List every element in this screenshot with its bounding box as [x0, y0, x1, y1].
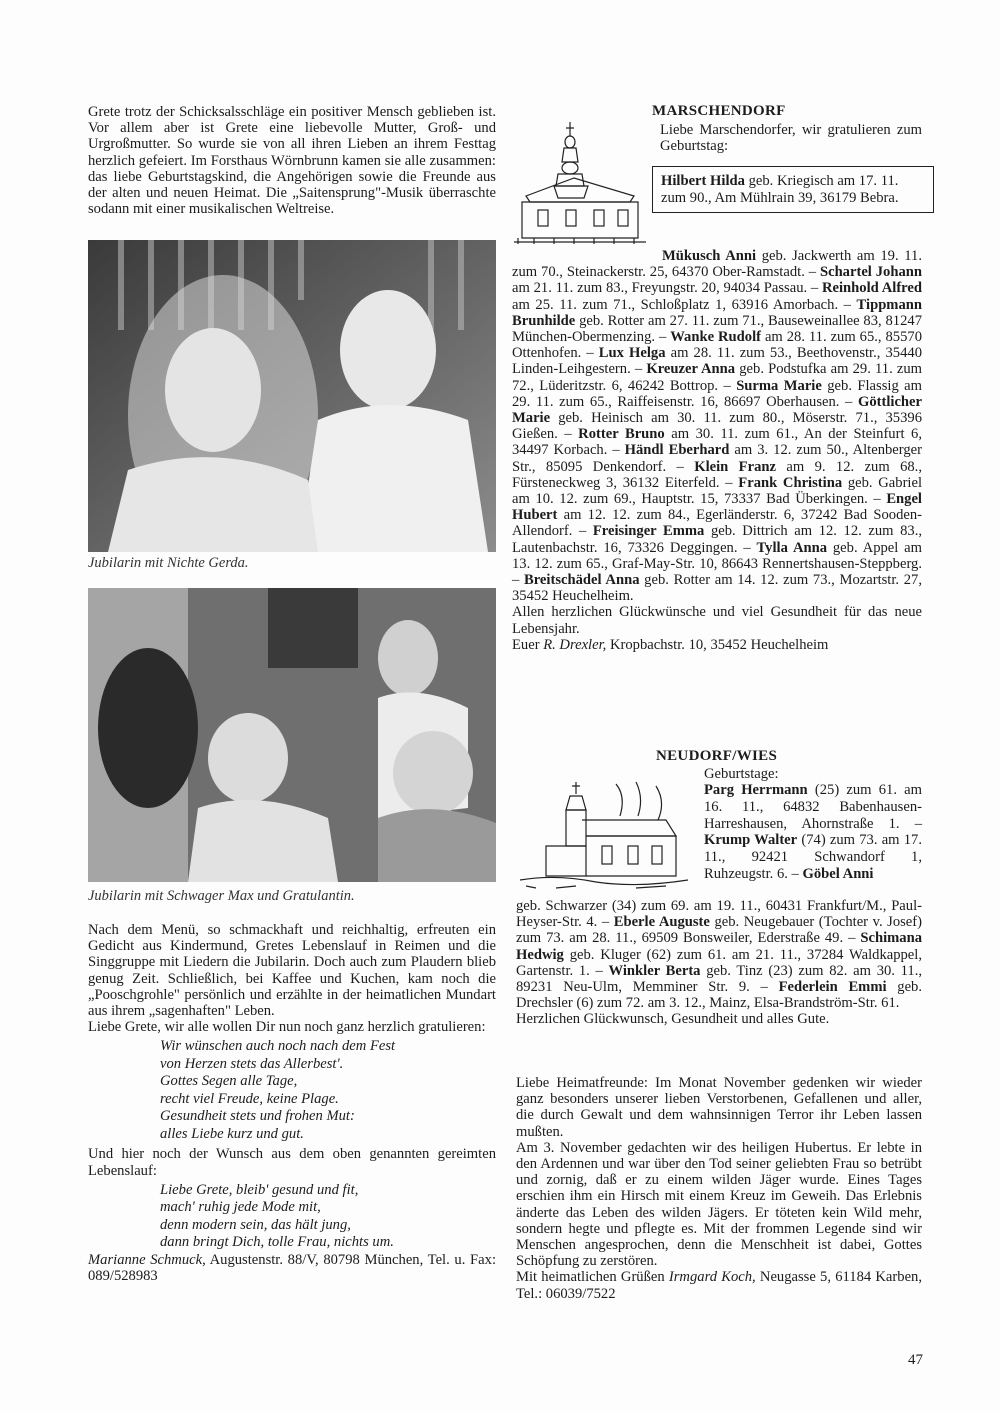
entry-detail: geb. Schwarzer (34) zum 69. am 19. 11., 60431 Frankfurt/M., Paul-Heyser-Str. 4. –: [516, 898, 922, 931]
entry-name: Lux Helga: [598, 345, 666, 362]
entry-name: Federlein Emmi: [778, 979, 887, 996]
entry-detail: (25) zum 61. am 16. 11., 64832 Babenhausen-Harreshausen, Ahornstraße 1. –: [704, 782, 923, 832]
entry-detail: am 3. 12. zum 50., Altenberger Str., 85095 Denkendorf. –: [512, 442, 923, 475]
entry-detail: am 28. 11. zum 53., Beethovenstr., 35440 Linden-Leihgestern. –: [512, 345, 922, 378]
entry-name: Breitschädel Anna: [523, 572, 640, 589]
entry-detail: am 25. 11. zum 71., Schloßplatz 1, 63916 Amorbach. –: [512, 296, 857, 313]
church-marschendorf-icon: [514, 118, 646, 246]
entry-detail: geb. Gabriel am 10. 12. zum 69., Hauptstr. 15, 73337 Bad Überkingen. –: [512, 474, 923, 508]
poem-2: [160, 1182, 496, 1252]
wish-paragraph: Und hier noch der Wunsch aus dem oben genannten gereimten Lebenslauf:: [88, 1146, 496, 1179]
marschendorf-closing: Allen herzlichen Glückwünsche und viel Gesundheit für das neue Lebensjahr.: [512, 604, 922, 637]
author-signature: [88, 1252, 496, 1284]
entry-detail: geb. Drechsler (6) zum 72. am 3. 12., Mainz, Elsa-Brandström-Str. 61.: [516, 979, 923, 1012]
entry-detail: am 30. 11. zum 61., An der Steinfurt 6, 34497 Korbach. –: [512, 426, 922, 459]
entry-name: Krump Walter: [704, 832, 798, 849]
neudorf-entries-top: [704, 782, 922, 883]
marschendorf-signature: [512, 637, 922, 653]
entry-name: Göttlicher Marie: [512, 393, 922, 427]
neudorf-closing: Herzlichen Glückwunsch, Gesundheit und alles Gute.: [516, 1011, 830, 1028]
entry-detail: geb. Appel am 13. 12. zum 65., Graf-May-Str. 10, 86643 Rennertshausen-Steppberg. –: [512, 539, 923, 589]
photo-jubilarin-nichte-image: [88, 240, 496, 552]
neudorf-title: NEUDORF/WIES: [656, 748, 778, 764]
sign-address: Kropbachstr. 10, 35452 Heuchelheim: [606, 636, 829, 653]
poem-line: alles Liebe kurz und gut.: [160, 1125, 304, 1142]
poem-line: Gottes Segen alle Tage,: [160, 1073, 298, 1090]
photo-jubilarin-nichte: [88, 240, 496, 552]
entry-name: Schimana Hedwig: [516, 930, 922, 963]
neudorf-list-continued: [516, 898, 922, 1028]
entry-name: Kreuzer Anna: [646, 361, 736, 378]
body-paragraph: Nach dem Menü, so schmackhaft und reichhaltig, erfreuten ein Gedicht aus Kindermund, Gretes Lebenslauf in Reimen und die Singgruppe mit Liedern die Jubilarin. Doch auch zum Plaudern blieb genug Zeit. Schließlich, bei Kaffee und Kuchen, kam noch die „Pooschgrohle" persönlich und erzählte in der heimatlichen Mundart aus ihrem „sagenhaften" Leben.: [88, 922, 496, 1020]
entry-detail: geb. Dittrich am 12. 12. zum 83., Lautenbachstr. 16, 73326 Deggingen. –: [512, 523, 922, 556]
entry-detail: geb. Heinisch am 30. 11. zum 80., Möserstr. 71., 35396 Gießen. –: [512, 410, 922, 443]
entry-name: Tylla Anna: [756, 539, 828, 556]
highlight-detail: geb. Kriegisch am 17. 11. zum 90., Am Mühlrain 39, 36179 Bebra.: [661, 173, 899, 206]
poem-line: denn modern sein, das hält jung,: [160, 1216, 351, 1233]
entry-detail: geb. Rotter am 14. 12. zum 73., Mozartstr. 27, 35452 Heuchelheim.: [512, 572, 922, 605]
entry-name: Tippmann Brunhilde: [512, 296, 922, 329]
entry-name: Klein Franz: [694, 458, 776, 475]
neudorf-entries: [516, 898, 922, 1011]
poem-line: Gesundheit stets und frohen Mut:: [160, 1108, 355, 1125]
author-address: Augustenstr. 88/V, 80798 München, Tel. u. Fax: 089/528983: [88, 1251, 496, 1285]
entry-name: Händl Eberhard: [624, 442, 730, 459]
neudorf-intro: Geburtstage:: [704, 766, 779, 782]
entry-name: Winkler Berta: [608, 962, 701, 979]
entry-name: Engel Hubert: [512, 491, 922, 524]
marschendorf-title: MARSCHENDORF: [652, 103, 786, 119]
memorial-signature: [516, 1269, 922, 1301]
poem-line: Wir wünschen auch noch nach dem Fest: [160, 1038, 396, 1055]
marschendorf-intro: Liebe Marschendorfer, wir gratulieren zum Geburtstag:: [660, 122, 922, 155]
greeting-paragraph: Liebe Grete, wir alle wollen Dir nun noch ganz herzlich gratulieren:: [88, 1019, 486, 1036]
entry-name: Rotter Bruno: [578, 426, 665, 443]
marschendorf-entries: [512, 248, 922, 604]
entry-detail: geb. Tinz (23) zum 82. am 30. 11., 89231 Neu-Ulm, Memminer Str. 9. –: [516, 962, 923, 996]
sign-prefix: Euer: [512, 636, 544, 653]
entry-detail: am 21. 11. zum 83., Freyungstr. 20, 94034 Passau. –: [512, 280, 822, 297]
marschendorf-highlight-box: [652, 166, 934, 213]
entry-name: Wanke Rudolf: [670, 329, 761, 346]
page-number: 47: [908, 1352, 923, 1368]
poem-line: dann bringt Dich, tolle Frau, nichts um.: [160, 1234, 394, 1251]
entry-name: Göbel Anni: [802, 865, 874, 882]
entry-name: Surma Marie: [736, 377, 822, 394]
memorial-paragraph-1: Liebe Heimatfreunde: Im Monat November gedenken wir wieder ganz besonders unserer lieben Verstorbenen, Gefallenen und aller, die durch Gewalt und dem wahnsinnigen Terror ihr Leben lassen mußten.: [516, 1075, 922, 1140]
sign-name: Irmgard Koch,: [668, 1269, 756, 1286]
sign-address: Neugasse 5, 61184 Karben, Tel.: 06039/7522: [516, 1269, 922, 1302]
photo-jubilarin-schwager: [88, 588, 496, 882]
entry-name: Freisinger Emma: [592, 523, 705, 540]
church-neudorf-icon: [516, 776, 692, 894]
entry-name: Schartel Johann: [819, 264, 922, 281]
poem-line: Liebe Grete, bleib' gesund und fit,: [160, 1181, 359, 1198]
entry-detail: geb. Flassig am 29. 11. zum 65., Raiffeisenstr. 16, 86697 Oberhausen. –: [512, 377, 922, 410]
highlight-name: Hilbert Hilda: [661, 173, 745, 189]
intro-paragraph: Grete trotz der Schicksalsschläge ein positiver Mensch geblieben ist. Vor allem aber ist Grete eine liebevolle Mutter, Groß- und Urgroßmutter. So wurde sie von all ihren Lieben an ihrem Festtag herzlich gefeiert. Im Forsthaus Wörnbrunn kamen sie alle zusammen: das liebe Geburtstagskind, die Angehörigen sowie die Freunde aus der alten und neuen Heimat. Die „Saitensprung"-Musik überraschte sodann mit einer musikalischen Weltreise.: [88, 104, 496, 218]
entry-detail: geb. Kluger (62) zum 61. am 21. 11., 37284 Waldkappel, Gartenstr. 1. –: [516, 946, 922, 979]
entry-name: Reinhold Alfred: [821, 280, 922, 297]
entry-detail: am 12. 12. zum 84., Egerländerstr. 6, 37242 Bad Sooden-Allendorf. –: [512, 507, 922, 540]
entry-name: Eberle Auguste: [613, 914, 710, 931]
poem-line: recht viel Freude, keine Plage.: [160, 1090, 339, 1107]
entry-detail: geb. Neugebauer (Tochter v. Josef) zum 73. am 28. 11., 69509 Bonsweiler, Ederstraße 49. –: [516, 914, 923, 947]
entry-detail: geb. Jackwerth am 19. 11. zum 70., Steinackerstr. 25, 64370 Ober-Ramstadt. –: [512, 248, 922, 281]
caption-photo1: Jubilarin mit Nichte Gerda.: [88, 555, 249, 571]
poem-1: [160, 1038, 496, 1143]
entry-name: Mükusch Anni: [662, 248, 757, 264]
left-body: [88, 922, 496, 1284]
entry-detail: am 9. 12. zum 68., Fürsteneckweg 3, 36132 Eiterfeld. –: [512, 458, 922, 491]
entry-detail: am 28. 11. zum 65., 85570 Ottenhofen. –: [512, 329, 922, 362]
entry-name: Parg Herrmann: [704, 782, 808, 798]
entry-detail: geb. Rotter am 27. 11. zum 71., Bauseweinallee 83, 81247 München-Obermenzing. –: [512, 312, 922, 346]
entry-name: Frank Christina: [738, 474, 843, 491]
sign-prefix: Mit heimatlichen Grüßen: [516, 1269, 669, 1286]
memorial-paragraph-2: Am 3. November gedachten wir des heiligen Hubertus. Er lebte in den Ardennen und war über den Tod seiner geliebten Frau so betrübt und zornig, daß er zu einem wilden Jäger wurde. Eines Tages erschien ihm ein Hirsch mit einem Kreuz im Geweih. Das Erlebnis änderte das Leben des wilden Jägers. Er töteten kein Wild mehr, sondern hegte und pflegte es. Mit der frommen Legende sind wir Menschen angesprochen, denn die Menschheit ist dabei, Gottes Schöpfung zu zerstören.: [516, 1139, 922, 1270]
memorial-section: [516, 1075, 922, 1302]
neudorf-list: [704, 782, 922, 883]
poem-line: von Herzen stets das Allerbest'.: [160, 1055, 344, 1072]
sign-name: R. Drexler,: [543, 636, 607, 653]
entry-detail: geb. Podstufka am 29. 11. zum 72., Lüderitzstr. 6, 46242 Bottrop. –: [512, 361, 922, 394]
entry-detail: (74) zum 73. am 17. 11., 92421 Schwandorf 1, Ruhzeugstr. 6. –: [704, 832, 922, 882]
poem-line: mach' ruhig jede Mode mit,: [160, 1199, 321, 1216]
author-name: Marianne Schmuck,: [88, 1251, 206, 1268]
caption-photo2: Jubilarin mit Schwager Max und Gratulantin.: [88, 888, 355, 904]
marschendorf-list: [512, 248, 922, 653]
photo-jubilarin-schwager-image: [88, 588, 496, 882]
